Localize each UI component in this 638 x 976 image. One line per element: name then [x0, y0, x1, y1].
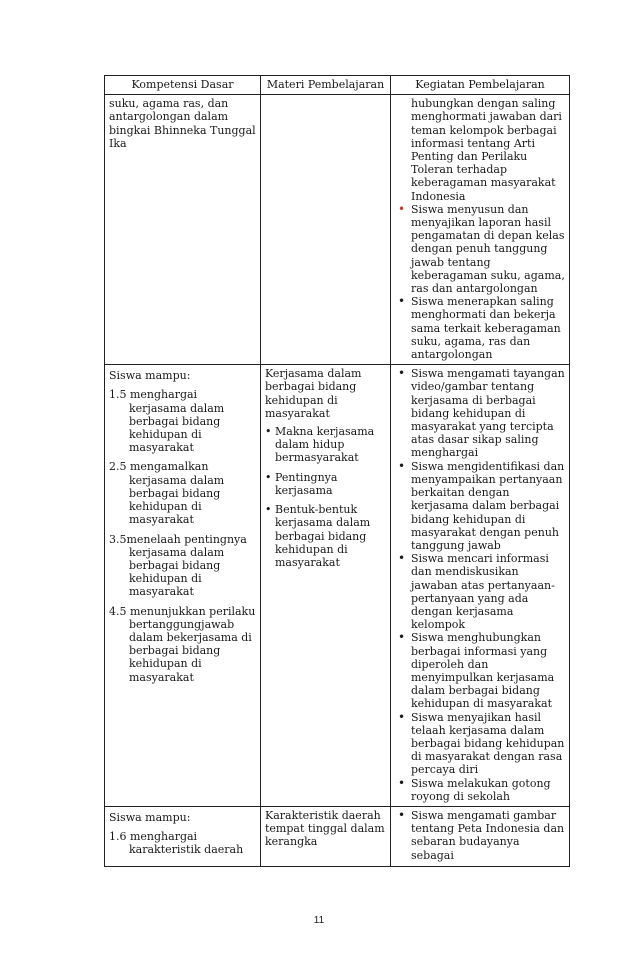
kegiatan-cell: [391, 806, 570, 866]
kd-cell: [105, 806, 261, 866]
kd-intro: Siswa mampu:: [109, 810, 191, 824]
learning-plan-table: [104, 75, 570, 867]
list-item: • Siswa menghubungkan berbagai informasi yang diperoleh dan menyimpulkan kerjasama dalam berbagai bidang kehidupan di masyarakat: [395, 631, 565, 710]
header-kegiatan-pembelajaran: Kegiatan Pembelajaran: [391, 76, 570, 95]
list-item: hubungkan dengan saling menghormati jawaban dari teman kelompok berbagai informasi tentang Arti Penting dan Perilaku Toleran terhadap keberagaman masyarakat Indonesia: [411, 97, 562, 203]
kd-item: 1.5 menghargai kerjasama dalam berbagai bidang kehidupan di masyarakat: [109, 388, 225, 455]
materi-cell: [261, 806, 391, 866]
kd-intro: Siswa mampu:: [109, 369, 191, 383]
list-item: • Siswa menyusun dan menyajikan laporan hasil pengamatan di depan kelas dengan penuh tanggung jawab tentang keberagaman suku, agama, ras dan antargolongan: [395, 203, 565, 295]
kd-continuation-text: suku, agama ras, dan antargolongan dalam bingkai Bhinneka Tunggal Ika: [109, 97, 256, 150]
header-kompetensi-dasar: Kompetensi Dasar: [105, 76, 261, 95]
table-row: [105, 95, 570, 365]
page-number: 11: [313, 915, 325, 926]
materi-cell: [261, 365, 391, 807]
kd-item: 2.5 mengamalkan kerjasama dalam berbagai bidang kehidupan di masyarakat: [109, 460, 225, 527]
list-item: • Siswa mengidentifikasi dan menyampaikan pertanyaan berkaitan dengan kerjasama dalam berbagai bidang kehidupan di masyarakat dengan penuh tanggung jawab: [395, 460, 565, 552]
kegiatan-cell: [391, 365, 570, 807]
list-item: • Siswa mengamati gambar tentang Peta Indonesia dan sebaran budayanya sebagai: [395, 809, 565, 862]
list-item: • Siswa mencari informasi dan mendiskusikan jawaban atas pertanyaan-pertanyaan yang ada dengan kerjasama kelompok: [395, 552, 565, 631]
list-item: • Siswa menyajikan hasil telaah kerjasama dalam berbagai bidang kehidupan di masyarakat dengan rasa percaya diri: [395, 711, 565, 777]
kd-cell: [105, 95, 261, 365]
list-item: • Siswa mengamati tayangan video/gambar tentang kerjasama di berbagai bidang kehidupan di masyarakat yang tercipta atas dasar sikap saling menghargai: [395, 367, 565, 459]
materi-cell: [261, 95, 391, 365]
kd-item: 3.5menelaah pentingnya kerjasama dalam berbagai bidang kehidupan di masyarakat: [109, 532, 247, 599]
list-item: • Bentuk-bentuk kerjasama dalam berbagai bidang kehidupan di masyarakat: [265, 503, 386, 569]
table-row: [105, 365, 570, 807]
header-materi-pembelajaran: Materi Pembelajaran: [261, 76, 391, 95]
list-item: • Pentingnya kerjasama: [265, 471, 386, 497]
materi-title: Kerjasama dalam berbagai bidang kehidupan di masyarakat: [265, 367, 362, 420]
kd-cell: [105, 365, 261, 807]
table-row: [105, 806, 570, 866]
list-item: • Siswa menerapkan saling menghormati dan bekerja sama terkait keberagaman suku, agama, ras dan antargolongan: [395, 295, 565, 361]
kegiatan-cell: [391, 95, 570, 365]
table-header-row: [105, 76, 570, 95]
list-item: • Makna kerjasama dalam hidup bermasyarakat: [265, 425, 386, 465]
kd-item: 4.5 menunjukkan perilaku bertanggungjawab dalam bekerjasama di berbagai bidang kehidupan di masyarakat: [109, 604, 256, 684]
materi-title: Karakteristik daerah tempat tinggal dalam kerangka: [265, 808, 385, 849]
kd-item: 1.6 menghargai karakteristik daerah: [109, 830, 244, 857]
list-item: • Siswa melakukan gotong royong di sekolah: [395, 777, 565, 803]
